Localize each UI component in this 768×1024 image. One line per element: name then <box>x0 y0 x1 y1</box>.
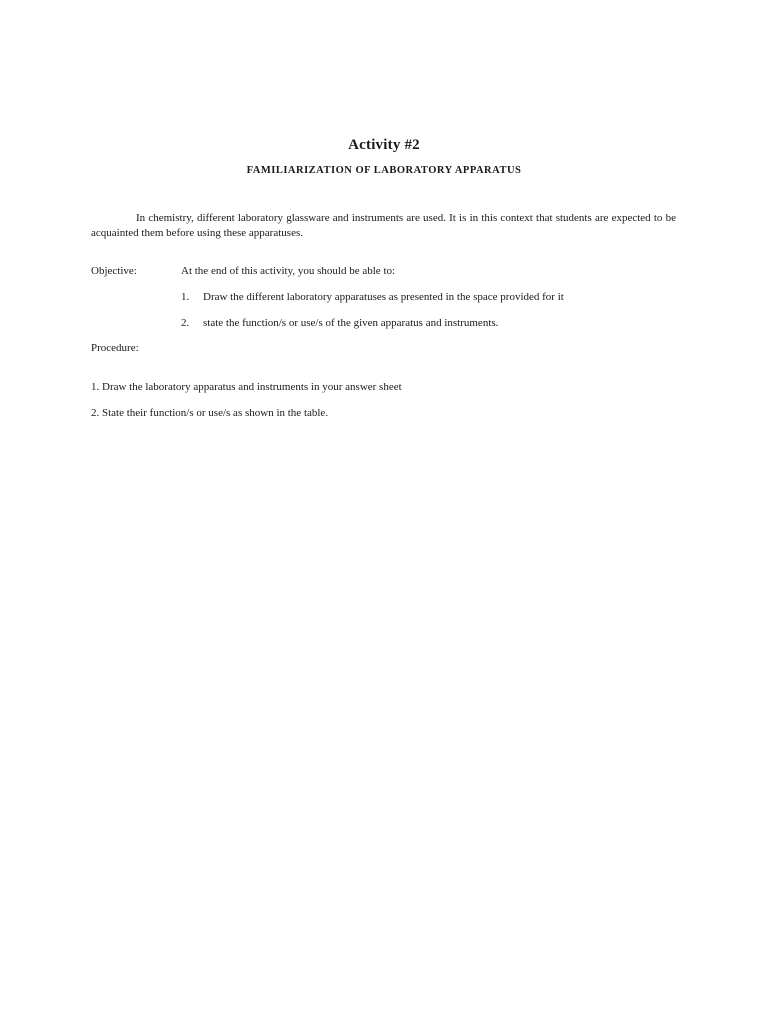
objective-label: Objective: <box>91 265 137 277</box>
page-title: Activity #2 <box>348 137 420 153</box>
intro-paragraph: In chemistry, different laboratory glassware and instruments are used. It is in this context that students are expected to be acquainted them before using these apparatuses. <box>91 212 676 239</box>
objective-item-text: Draw the different laboratory apparatuses as presented in the space provided for it <box>203 291 564 303</box>
procedure-step: 2. State their function/s or use/s as shown in the table. <box>91 407 329 419</box>
objective-item-text: state the function/s or use/s of the given apparatus and instruments. <box>203 317 499 329</box>
objective-lead: At the end of this activity, you should be able to: <box>181 265 396 277</box>
objective-item-number: 2. <box>181 317 190 329</box>
page-subtitle: FAMILIARIZATION OF LABORATORY APPARATUS <box>246 165 522 176</box>
procedure-step: 1. Draw the laboratory apparatus and instruments in your answer sheet <box>91 381 402 393</box>
objective-item-number: 1. <box>181 291 190 303</box>
procedure-label: Procedure: <box>91 342 139 354</box>
